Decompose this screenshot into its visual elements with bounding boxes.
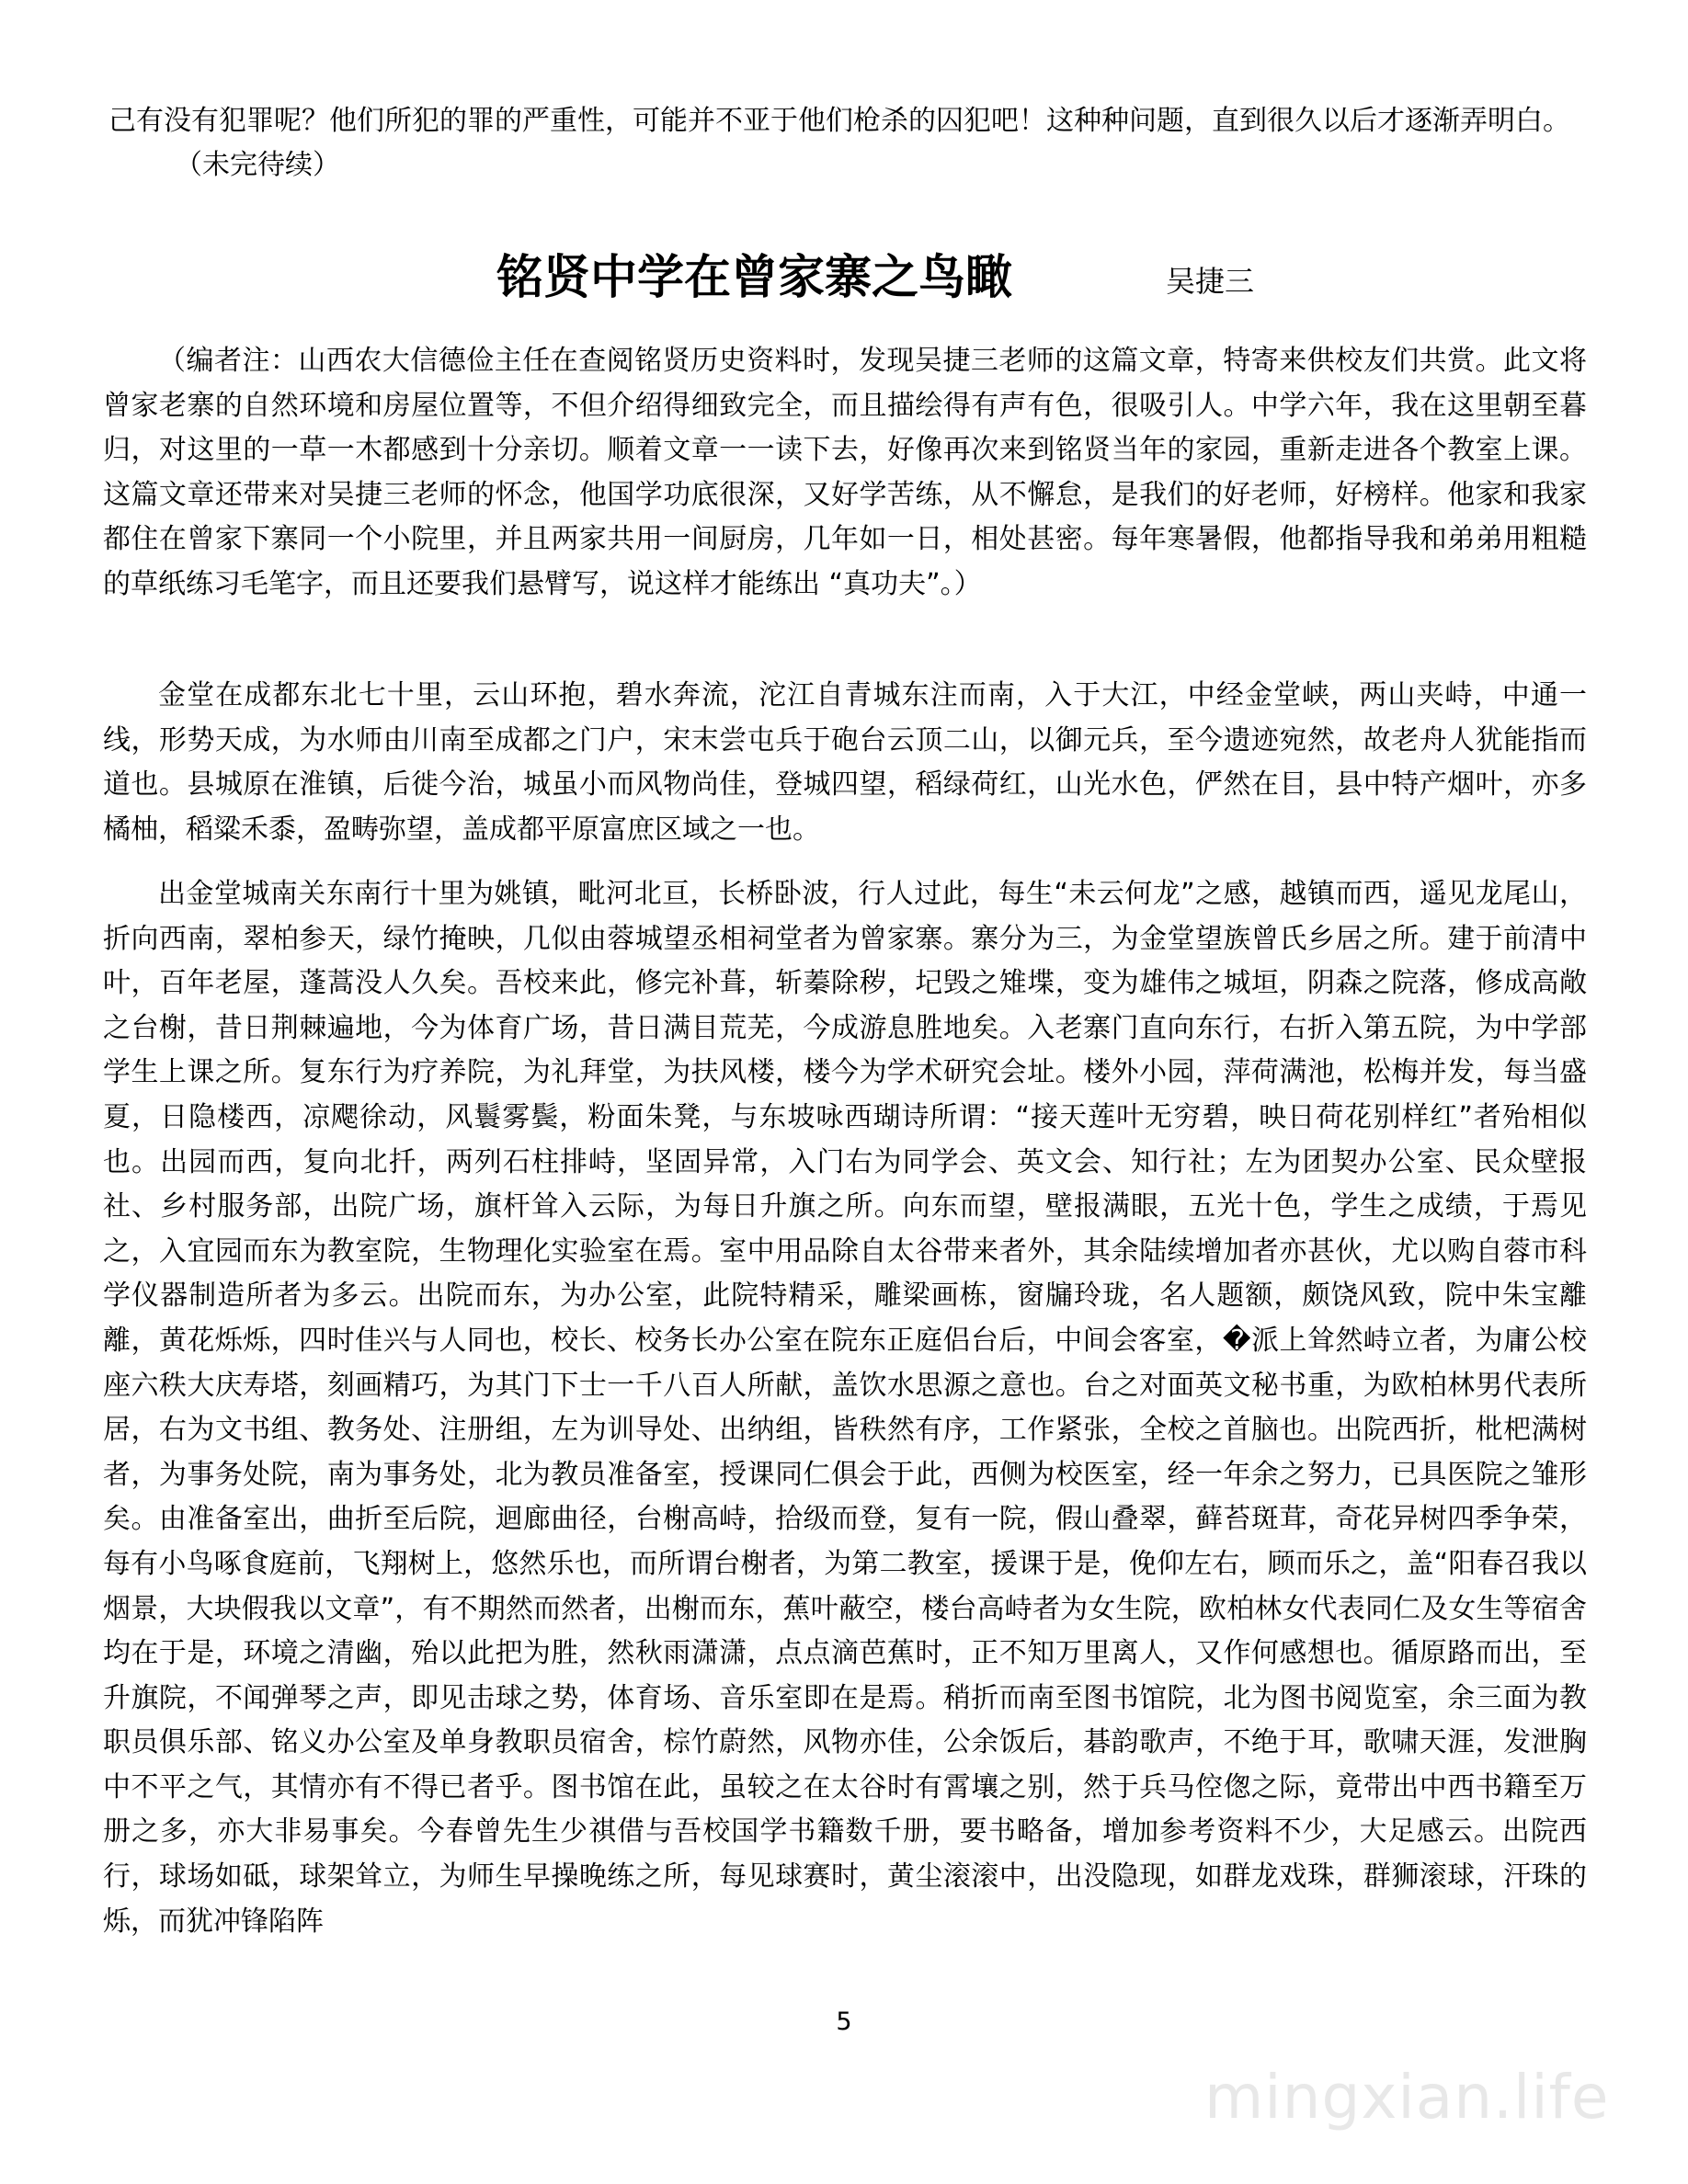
article-paragraph: 金堂在成都东北七十里，云山环抱，碧水奔流，沱江自青城东注而南，入于大江，中经金堂峡，两山夹峙，中通一线，形势天成，为水师由川南至成都之门户，宋末尝屯兵于砲台云顶二山，以御元兵，至今遗迹宛然，故老舟人犹能指而道也。县城原在淮镇，后徙今治，城虽小而风物尚佳，登城四望，稻绿荷红，山光水色，俨然在目，县中特产烟叶，亦多橘柚，稻粱禾黍，盈畴弥望，盖成都平原富庶区域之一也。 (103, 679, 1587, 846)
watermark: mingxian.life (1204, 2062, 1610, 2133)
page-number: 5 (836, 2008, 852, 2036)
article-title: 铭贤中学在曾家寨之鸟瞰 (496, 251, 1013, 305)
article-header (0, 246, 1688, 320)
continuation-note: （未完待续） (175, 149, 340, 181)
previous-article-ending (108, 99, 1589, 188)
article-author: 吴捷三 (1166, 264, 1255, 299)
article-paragraph: 出金堂城南关东南行十里为姚镇，毗河北亘，长桥卧波，行人过此，每生“未云何龙”之感，越镇而西，遥见龙尾山，折向西南，翠柏参天，绿竹掩映，几似由蓉城望丞相祠堂者为曾家寨。寨分为三，为金堂望族曾氏乡居之所。建于前清中叶，百年老屋，蓬蒿没人久矣。吾校来此，修完补葺，斩蓁除秽，圮毁之雉堞，变为雄伟之城垣，阴森之院落，修成高敞之台榭，昔日荆棘遍地，今为体育广场，昔日满目荒芜，今成游息胜地矣。入老寨门直向东行，右折入第五院，为中学部学生上课之所。复东行为疗养院，为礼拜堂，为扶风楼，楼今为学术研究会址。楼外小园，萍荷满池，松梅并发，每当盛夏，日隐楼西，凉飔徐动，风鬟雾鬓，粉面朱凳，与东坡咏西瑚诗所谓：“接天莲叶无穷碧，映日荷花别样红”者殆相似也。出园而西，复向北扦，两列石柱排峙，坚固异常，入门右为同学会、英文会、知行社；左为团契办公室、民众壁报社、乡村服务部，出院广场，旗杆耸入云际，为每日升旗之所。向东而望，壁报满眼，五光十色，学生之成绩，于焉见之，入宜园而东为教室院，生物理化实验室在焉。室中用品除自太谷带来者外，其余陆续增加者亦甚伙，尤以购自蓉市科学仪器制造所者为多云。出院而东，为办公室，此院特精采，雕梁画栋，窗牖玲珑，名人题额，颇饶风致，院中朱宝離離，黄花烁烁，四时佳兴与人同也，校长、校务长办公室在院东正庭侣台后，中间会客室，�派上耸然峙立者，为庸公校座六秩大庆寿塔，刻画精巧，为其门下士一千八百人所献，盖饮水思源之意也。台之对面英文秘书重，为欧柏林男代表所居，右为文书组、教务处、注册组，左为训导处、出纳组，皆秩然有序，工作紧张，全校之首脑也。出院西折，枇杷满树者，为事务处院，南为事务处，北为教员准备室，授课同仁俱会于此，西侧为校医室，经一年余之努力，已具医院之雏形矣。由准备室出，曲折至后院，迴廊曲径，台榭高峙，拾级而登，复有一院，假山叠翠，藓苔斑茸，奇花异树四季争荣，每有小鸟啄食庭前，飞翔树上，悠然乐也，而所谓台榭者，为第二教室，援课于是，俛仰左右，顾而乐之，盖“阳春召我以烟景，大块假我以文章”，有不期然而然者，出榭而东，蕉叶蔽空，楼台高峙者为女生院，欧柏林女代表同仁及女生等宿舍均在于是，环境之清幽，殆以此把为胜，然秋雨潇潇，点点滴芭蕉时，正不知万里离人，又作何感想也。循原路而出，至升旗院，不闻弹琴之声，即见击球之势，体育场、音乐室即在是焉。稍折而南至图书馆院，北为图书阅览室，余三面为教职员俱乐部、铭义办公室及单身教职员宿舍，棕竹蔚然，风物亦佳，公余饭后，碁韵歌声，不绝于耳，歌啸天涯，发泄胸中不平之气，其情亦有不得已者乎。图书馆在此，虽较之在太谷时有霄壤之别，然于兵马倥偬之际，竟带出中西书籍至万册之多，亦大非易事矣。今春曾先生少祺借与吾校国学书籍数千册，要书略备，增加参考资料不少，大足感云。出院西行，球场如砥，球架耸立，为师生早操晚练之所，每见球赛时，黄尘滚滚中，出没隐现，如群龙戏珠，群狮滚球，汗珠的烁，而犹冲锋陷阵 (103, 878, 1587, 1938)
editor-note: （编者注：山西农大信德俭主任在查阅铭贤历史资料时，发现吴捷三老师的这篇文章，特寄来供校友们共赏。此文将曾家老寨的自然环境和房屋位置等，不但介绍得细致完全，而且描绘得有声有色，很吸引人。中学六年，我在这里朝至暮归，对这里的一草一木都感到十分亲切。顺着文章一一读下去，好像再次来到铭贤当年的家园，重新走进各个教室上课。这篇文章还带来对吴捷三老师的怀念，他国学功底很深，又好学苦练，从不懈怠，是我们的好老师，好榜样。他家和我家都住在曾家下寨同一个小院里，并且两家共用一间厨房，几年如一日，相处甚密。每年寒暑假，他都指导我和弟弟用粗糙的草纸练习毛笔字，而且还要我们悬臂写，说这样才能练出 “真功夫”。） (103, 345, 1587, 600)
previous-article-ending-text: 己有没有犯罪呢？他们所犯的罪的严重性，可能并不亚于他们枪杀的囚犯吧！这种种问题，直到很久以后才逐渐弄明白。 (108, 105, 1570, 137)
